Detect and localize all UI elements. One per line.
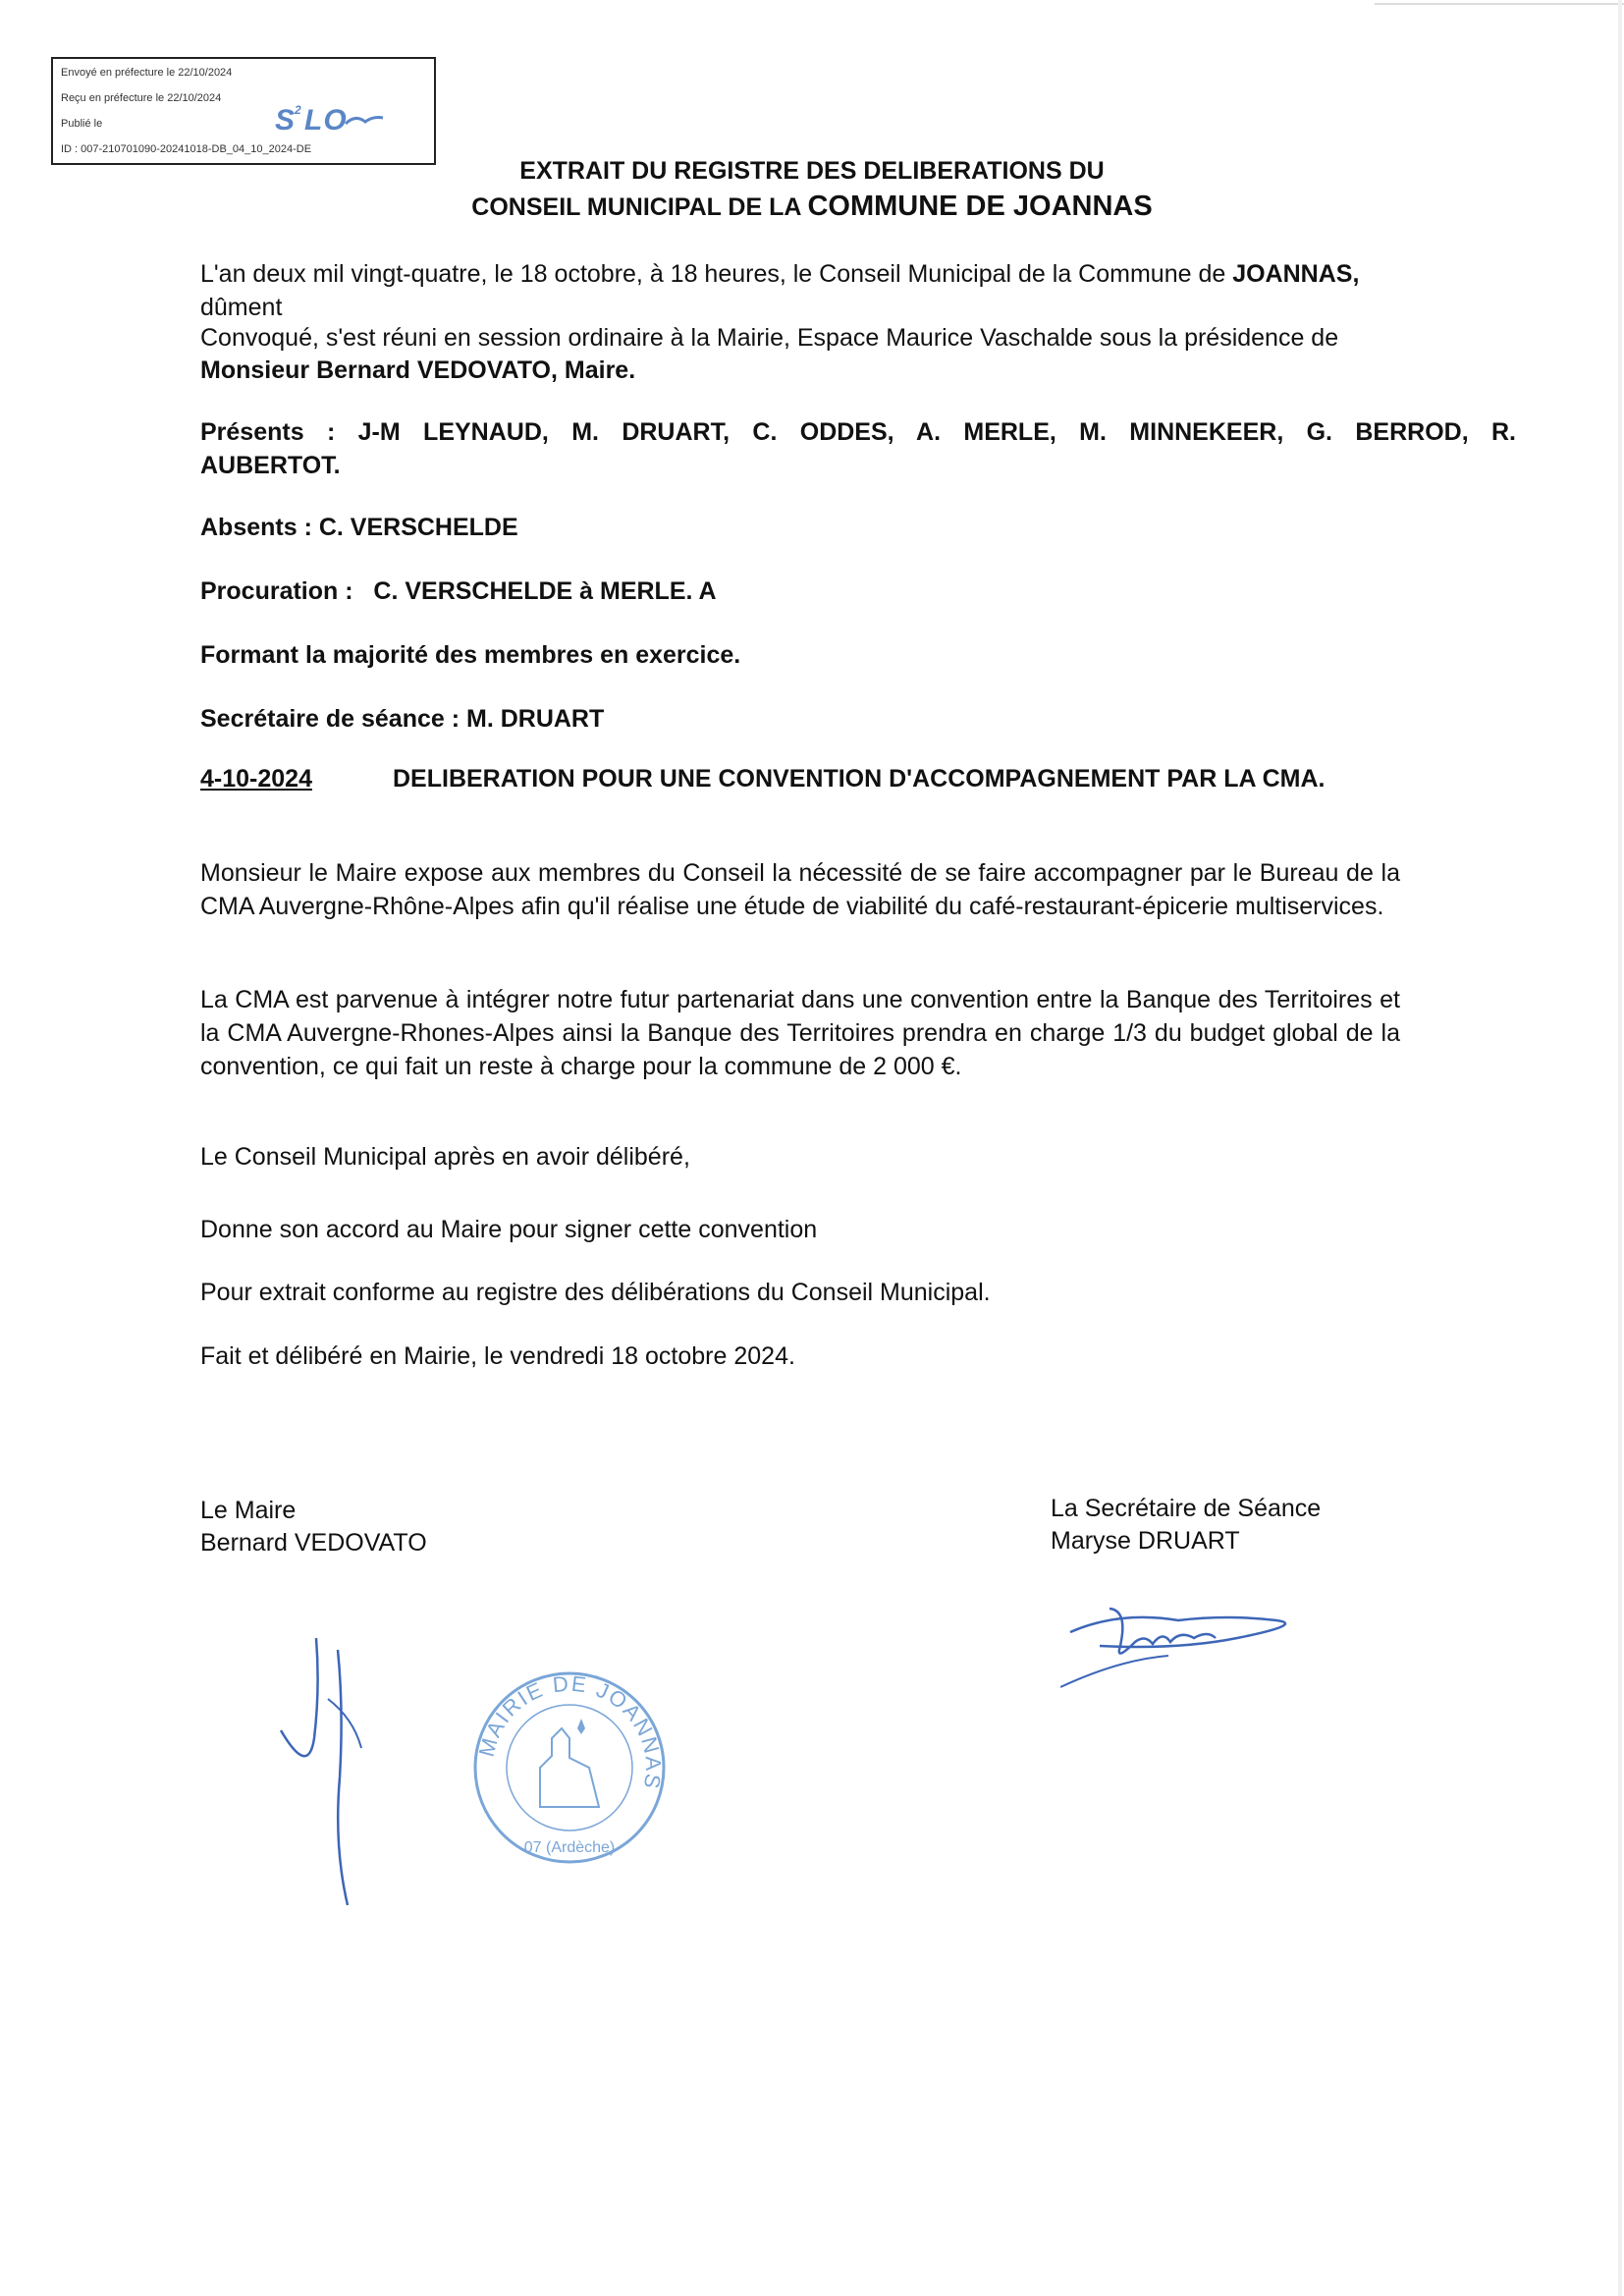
svg-text:2: 2: [295, 103, 302, 117]
deliberation-paragraph-1: Monsieur le Maire expose aux membres du Conseil la nécessité de se faire accompagner par le Bureau de la CMA Auvergne-Rhône-Alpes afin qu'il réalise une étude de viabilité du café-restaurant-épicerie multiservices.: [200, 859, 1400, 920]
mayor-handwritten-signature: [265, 1630, 383, 1915]
title-line-2: [0, 191, 1624, 223]
svg-text:LO: LO: [304, 104, 348, 137]
svg-text:S: S: [275, 104, 297, 137]
intro-commune: JOANNAS,: [1232, 260, 1360, 288]
intro-line-3: Convoqué, s'est réuni en session ordinaire à la Mairie, Espace Maurice Vaschalde sous la présidence de: [200, 324, 1339, 352]
deliberation-paragraph-3: Le Conseil Municipal après en avoir délibéré,: [200, 1143, 690, 1171]
mayor-signature-block: [200, 1495, 427, 1559]
prefecture-stamp-box: [51, 57, 436, 165]
title-line-2a: CONSEIL MUNICIPAL DE LA: [471, 193, 808, 221]
mayor-role: Le Maire: [200, 1497, 297, 1524]
stamp-published: Publié le: [61, 118, 103, 130]
secretary: Secrétaire de séance : M. DRUART: [200, 705, 605, 733]
deliberation-paragraph-5: Pour extrait conforme au registre des délibérations du Conseil Municipal.: [200, 1279, 991, 1306]
deliberation-title: DELIBERATION POUR UNE CONVENTION D'ACCOMPAGNEMENT PAR LA CMA.: [393, 765, 1326, 793]
intro-line-1: [200, 257, 1516, 291]
secretary-signature-block: [1051, 1493, 1321, 1558]
scan-right-edge: [1618, 0, 1622, 2296]
seal-sub: 07 (Ardèche): [523, 1839, 616, 1856]
intro-line-4: Monsieur Bernard VEDOVATO, Maire.: [200, 356, 636, 384]
secretary-handwritten-signature: [1060, 1591, 1316, 1689]
secretary-role: La Secrétaire de Séance: [1051, 1495, 1322, 1522]
seal-text: MAIRIE DE JOANNAS: [473, 1670, 667, 1793]
procuration: Procuration : C. VERSCHELDE à MERLE. A: [200, 577, 717, 605]
secretary-name: Maryse DRUART: [1051, 1527, 1240, 1555]
deliberation-paragraph-6: Fait et délibéré en Mairie, le vendredi 18 octobre 2024.: [200, 1342, 795, 1370]
majority: Formant la majorité des membres en exercice.: [200, 641, 741, 669]
stamp-sent: Envoyé en préfecture le 22/10/2024: [61, 67, 233, 79]
deliberation-number: 4-10-2024: [200, 765, 312, 793]
mayor-name: Bernard VEDOVATO: [200, 1529, 427, 1557]
presents-list: Présents : J-M LEYNAUD, M. DRUART, C. ODDES, A. MERLE, M. MINNEKEER, G. BERROD, R. AUBERTOT.: [200, 418, 1516, 479]
commune-name: COMMUNE DE JOANNAS: [807, 191, 1153, 222]
intro-line-2: dûment: [200, 294, 283, 321]
svg-text:MAIRIE DE JOANNAS: [474, 1671, 667, 1792]
deliberation-paragraph-4: Donne son accord au Maire pour signer cette convention: [200, 1216, 818, 1243]
absents: Absents : C. VERSCHELDE: [200, 514, 518, 541]
stamp-id: ID : 007-210701090-20241018-DB_04_10_2024-DE: [61, 143, 312, 155]
title-line-1: EXTRAIT DU REGISTRE DES DELIBERATIONS DU: [519, 157, 1105, 185]
s2lo-logo-graphic: [275, 98, 393, 137]
deliberation-paragraph-2: La CMA est parvenue à intégrer notre futur partenariat dans une convention entre la Banque des Territoires et la CMA Auvergne-Rhones-Alpes ainsi la Banque des Territoires prendra en charge 1/3 du budget global de la convention, ce qui fait un reste à charge pour la commune de 2 000 €.: [200, 986, 1400, 1080]
municipal-seal: [471, 1669, 668, 1876]
scan-top-line: [1375, 3, 1624, 5]
stamp-received: Reçu en préfecture le 22/10/2024: [61, 92, 222, 104]
s2lo-logo: [275, 98, 393, 146]
intro-text-a: L'an deux mil vingt-quatre, le 18 octobre, à 18 heures, le Conseil Municipal de la Commune de: [200, 260, 1233, 288]
